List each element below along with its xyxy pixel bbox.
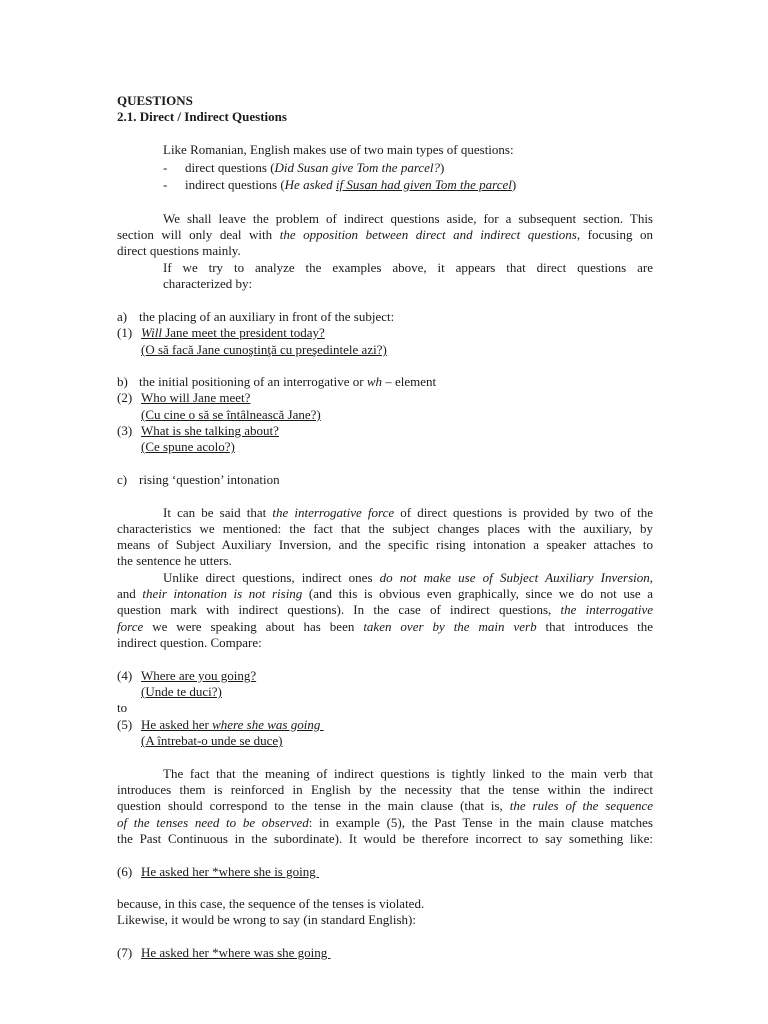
heading: QUESTIONS: [117, 93, 193, 108]
type-label: indirect questions (He asked if Susan had given Tom the parcel): [185, 177, 517, 192]
type-indirect: [163, 177, 517, 193]
intro-line: Like Romanian, English makes use of two main types of questions:: [163, 142, 514, 157]
dash: -: [163, 160, 168, 175]
subheading: 2.1. Direct / Indirect Questions: [117, 109, 287, 124]
dash: -: [163, 177, 168, 192]
type-direct: [163, 160, 445, 176]
to-connector: to: [117, 700, 128, 715]
type-label: direct questions (Did Susan give Tom the parcel?): [185, 160, 445, 175]
